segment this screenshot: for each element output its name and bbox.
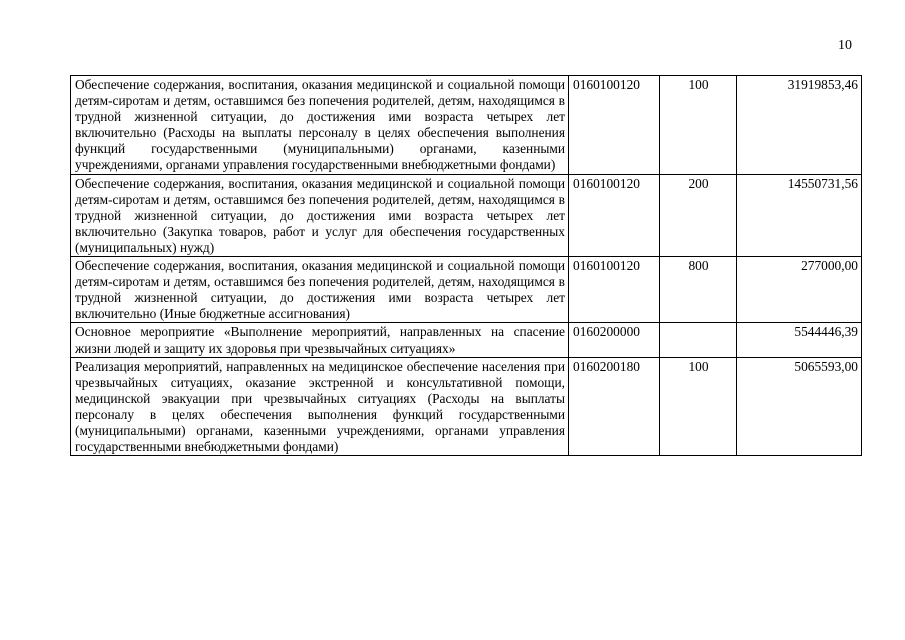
- row-description: Обеспечение содержания, воспитания, оказания медицинской и социальной помощи детям-сиротам и детям, оставшимся без попечения родителей, детям, находящимся в трудной жизненной ситуации, до достижения ими возраста четырех лет включительно (Иные бюджетные ассигнования): [71, 257, 569, 323]
- row-description: Обеспечение содержания, воспитания, оказания медицинской и социальной помощи детям-сиротам и детям, оставшимся без попечения родителей, детям, находящимся в трудной жизненной ситуации, до достижения ими возраста четырех лет включительно (Расходы на выплаты персоналу в целях обеспечения выполнения функций государственными (муниципальными) органами, казенными учреждениями, органами управления государственными внебюджетными фондами): [71, 76, 569, 175]
- row-expense-kind: 100: [660, 76, 737, 175]
- table-row: [71, 257, 862, 323]
- row-target-code: 0160100120: [569, 257, 660, 323]
- budget-table: [70, 75, 862, 456]
- row-amount: 277000,00: [737, 257, 862, 323]
- table-row: [71, 357, 862, 456]
- row-expense-kind: [660, 323, 737, 357]
- table-row: [71, 323, 862, 357]
- row-amount: 31919853,46: [737, 76, 862, 175]
- table-row: [71, 76, 862, 175]
- row-description: Основное мероприятие «Выполнение мероприятий, направленных на спасение жизни людей и защиту их здоровья при чрезвычайных ситуациях»: [71, 323, 569, 357]
- row-expense-kind: 200: [660, 174, 737, 256]
- row-target-code: 0160200000: [569, 323, 660, 357]
- row-expense-kind: 100: [660, 357, 737, 456]
- row-target-code: 0160200180: [569, 357, 660, 456]
- row-description: Реализация мероприятий, направленных на медицинское обеспечение населения при чрезвычайных ситуациях, оказание экстренной и консультативной помощи, медицинской эвакуации при чрезвычайных ситуациях (Расходы на выплаты персоналу в целях обеспечения выполнения функций государственными (муниципальными) органами, казенными учреждениями, органами управления государственными внебюджетными фондами): [71, 357, 569, 456]
- row-amount: 5544446,39: [737, 323, 862, 357]
- row-expense-kind: 800: [660, 257, 737, 323]
- row-amount: 14550731,56: [737, 174, 862, 256]
- row-target-code: 0160100120: [569, 174, 660, 256]
- row-amount: 5065593,00: [737, 357, 862, 456]
- row-target-code: 0160100120: [569, 76, 660, 175]
- row-description: Обеспечение содержания, воспитания, оказания медицинской и социальной помощи детям-сиротам и детям, оставшимся без попечения родителей, детям, находящимся в трудной жизненной ситуации, до достижения ими возраста четырех лет включительно (Закупка товаров, работ и услуг для обеспечения государственных (муниципальных) нужд): [71, 174, 569, 256]
- page-number: 10: [838, 38, 852, 53]
- table-row: [71, 174, 862, 256]
